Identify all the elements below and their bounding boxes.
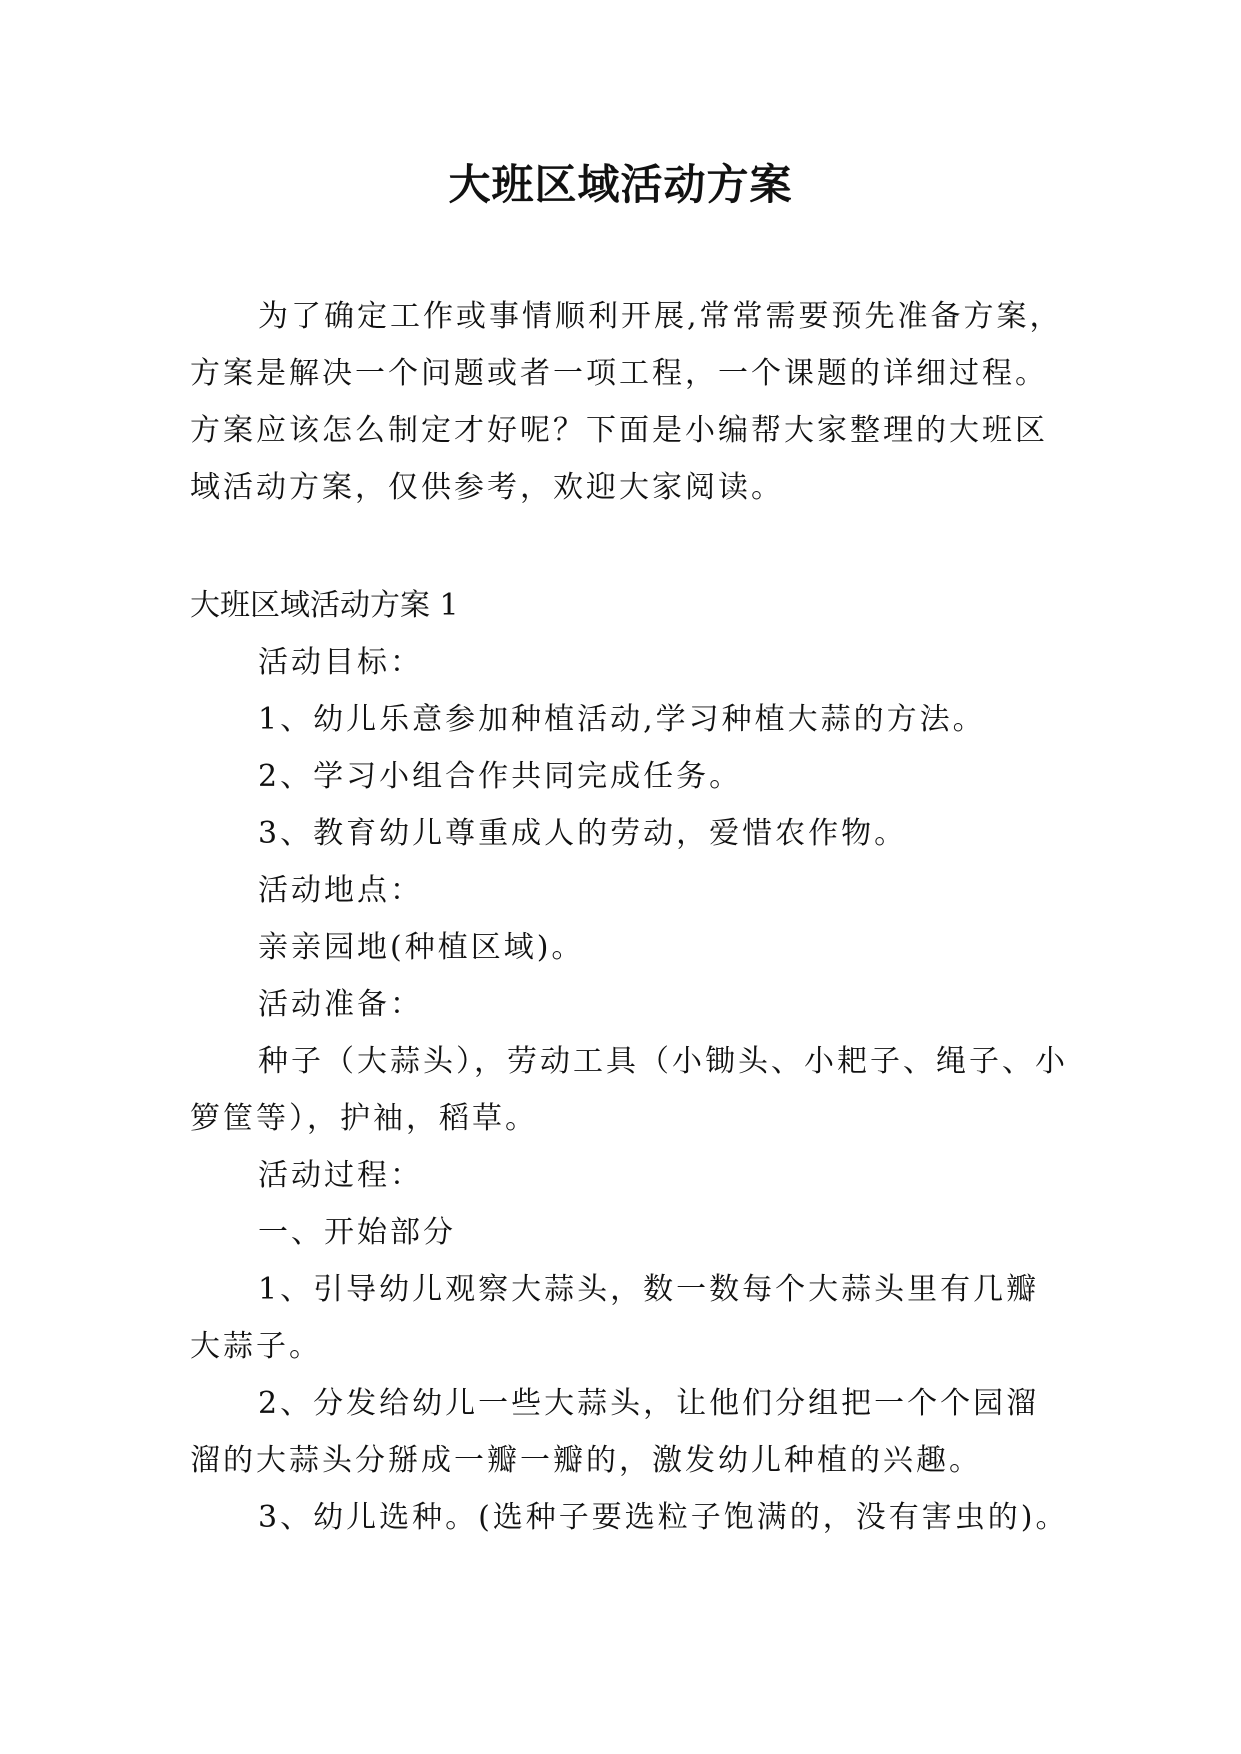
document-title: 大班区域活动方案 xyxy=(448,160,793,209)
paragraph-step-1: 1、引导幼儿观察大蒜头，数一数每个大蒜头里有几瓣大蒜子。 xyxy=(190,1272,1040,1364)
paragraph-goal-3: 3、教育幼儿尊重成人的劳动，爱惜农作物。 xyxy=(258,816,908,851)
paragraph-location: 亲亲园地(种植区域)。 xyxy=(258,930,585,965)
paragraph-preparation: 种子（大蒜头），劳动工具（小锄头、小耙子、绳子、小箩筐等），护袖，稻草。 xyxy=(190,1044,1068,1136)
paragraph-step-3: 3、幼儿选种。(选种子要选粒子饱满的，没有害虫的)。 xyxy=(258,1500,1069,1535)
paragraph-goal-2: 2、学习小组合作共同完成任务。 xyxy=(258,759,743,794)
paragraph-goal-1: 1、幼儿乐意参加种植活动,学习种植大蒜的方法。 xyxy=(258,702,986,737)
intro-paragraph: 为了确定工作或事情顺利开展,常常需要预先准备方案，方案是解决一个问题或者一项工程，一个课题的详细过程。方案应该怎么制定才好呢？下面是小编帮大家整理的大班区域活动方案，仅供参考，欢迎大家阅读。 xyxy=(190,299,1063,505)
section-heading: 大班区域活动方案 1 xyxy=(190,588,459,623)
paragraph-part-one: 一、开始部分 xyxy=(258,1215,456,1250)
paragraph-step-2: 2、分发给幼儿一些大蒜头，让他们分组把一个个园溜溜的大蒜头分掰成一瓣一瓣的，激发幼儿种植的兴趣。 xyxy=(190,1386,1040,1478)
paragraph-preparation-label: 活动准备： xyxy=(258,987,423,1022)
paragraph-process-label: 活动过程： xyxy=(258,1158,423,1193)
paragraph-activity-goals-label: 活动目标： xyxy=(258,645,423,680)
section-body xyxy=(190,634,1070,1546)
paragraph-location-label: 活动地点： xyxy=(258,873,423,908)
